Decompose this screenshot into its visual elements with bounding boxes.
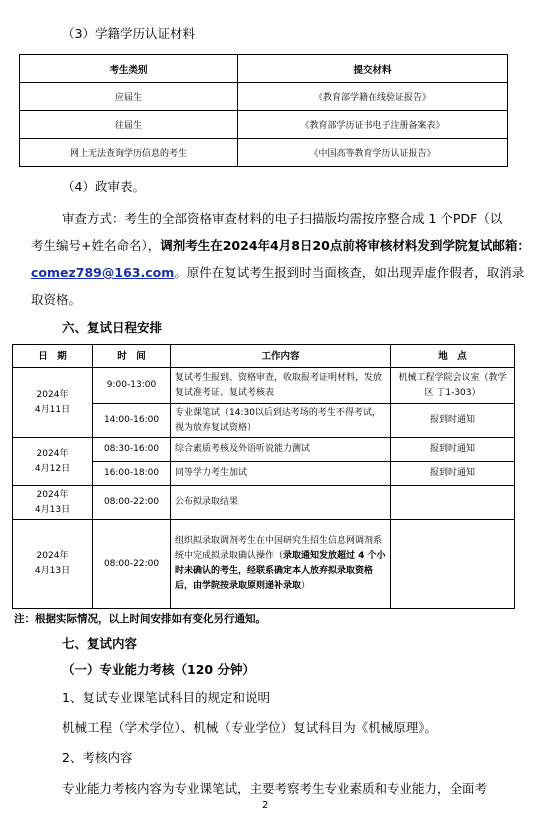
place-cell: 报到时通知 (391, 404, 515, 438)
table-header-row (20, 55, 508, 83)
section-heading-3: （3）学籍学历认证材料 (62, 26, 195, 41)
item1-body: 机械工程（学术学位）、机械（专业学位）复试科目为《机械原理》。 (62, 720, 438, 735)
email-link[interactable]: comez789@163.com (31, 265, 175, 280)
table-cell: 往届生 (20, 111, 238, 139)
schedule-note: 注：根据实际情况，以上时间安排如有变化另行通知。 (14, 613, 266, 625)
header-cell: 地 点 (391, 345, 515, 368)
review-line-2 (31, 236, 530, 254)
header-cell: 提交材料 (238, 55, 508, 83)
section7-heading: 七、复试内容 (62, 636, 138, 651)
section-heading-4: （4）政审表。 (62, 179, 145, 194)
content-cell: 公布拟录取结果 (171, 486, 391, 520)
table-row (20, 139, 508, 167)
date-cell: 2024年 4月13日 (13, 486, 93, 520)
review-line-4: 取资格。 (31, 292, 82, 307)
sub1-heading: （一）专业能力考核（120 分钟） (62, 662, 255, 677)
item2-heading: 2、考核内容 (62, 750, 133, 765)
content-cell: 复试考生报到、资格审查，收取报考证明材料，发放复试准考证、复试考核表 (171, 368, 391, 404)
header-cell: 工作内容 (171, 345, 391, 368)
date-cell: 2024年 4月12日 (13, 438, 93, 486)
table-cell: 《教育部学籍在线验证报告》 (238, 83, 508, 111)
table-row (20, 83, 508, 111)
review-line-3-rest: 。原件在复试考生报到时当面核查，如出现弄虚作假者，取消录 (174, 265, 525, 280)
table-row (20, 111, 508, 139)
date-cell: 2024年 4月13日 (13, 520, 93, 609)
content-cell (171, 520, 391, 609)
date-cell: 2024年 4月11日 (13, 368, 93, 438)
time-cell: 16:00-18:00 (93, 462, 171, 486)
header-cell: 日 期 (13, 345, 93, 368)
header-cell: 考生类别 (20, 55, 238, 83)
review-line-2-bold: 调剂考生在2024年4月8日20点前将审核材料发到学院复试邮箱： (160, 238, 530, 253)
table-header-row (13, 345, 515, 368)
place-cell: 报到时通知 (391, 462, 515, 486)
content-cell: 同等学力考生加试 (171, 462, 391, 486)
content-cell: 专业课笔试（14:30以后到达考场的考生不得考试，视为放弃复试资格） (171, 404, 391, 438)
review-line-3 (31, 263, 524, 281)
schedule-table (12, 344, 515, 609)
table-cell: 网上无法查询学历信息的考生 (20, 139, 238, 167)
content-bold: 录取通知发放超过 4 个小时未确认的考生，经联系确定本人放弃拟录取资格后，由学院按录取原则递补录取 (175, 551, 386, 591)
table-row (13, 520, 515, 609)
content-normal: 组织拟录取调剂考生在中国研究生招生信息网调剂系统中完成拟录取确认操作（ (175, 536, 383, 561)
review-line-2-normal: 考生编号+姓名命名）， (31, 238, 161, 253)
item2-body: 专业能力考核内容为专业课笔试，主要考察考生专业素质和专业能力，全面考 (62, 781, 488, 796)
header-cell: 时 间 (93, 345, 171, 368)
time-cell: 9:00-13:00 (93, 368, 171, 404)
page-number: 2 (262, 800, 269, 811)
item1-heading: 1、复试专业课笔试科目的规定和说明 (62, 690, 270, 705)
review-line-1: 审查方式：考生的全部资格审查材料的电子扫描版均需按序整合成 1 个PDF（以 (62, 211, 503, 226)
table-row (13, 486, 515, 520)
place-cell (391, 486, 515, 520)
credential-materials-table (19, 54, 508, 167)
table-cell: 《中国高等教育学历认证报告》 (238, 139, 508, 167)
time-cell: 08:00-22:00 (93, 520, 171, 609)
place-cell: 报到时通知 (391, 438, 515, 462)
table-row (13, 368, 515, 404)
content-cell: 综合素质考核及外语听说能力测试 (171, 438, 391, 462)
table-cell: 应届生 (20, 83, 238, 111)
content-end: ） (301, 581, 311, 591)
time-cell: 08:00-22:00 (93, 486, 171, 520)
table-row (13, 438, 515, 462)
time-cell: 08:30-16:00 (93, 438, 171, 462)
schedule-heading: 六、复试日程安排 (62, 320, 163, 335)
place-cell: 机械工程学院会议室（教学区 丁1-303） (391, 368, 515, 404)
time-cell: 14:00-16:00 (93, 404, 171, 438)
table-cell: 《教育部学历证书电子注册备案表》 (238, 111, 508, 139)
place-cell (391, 520, 515, 609)
